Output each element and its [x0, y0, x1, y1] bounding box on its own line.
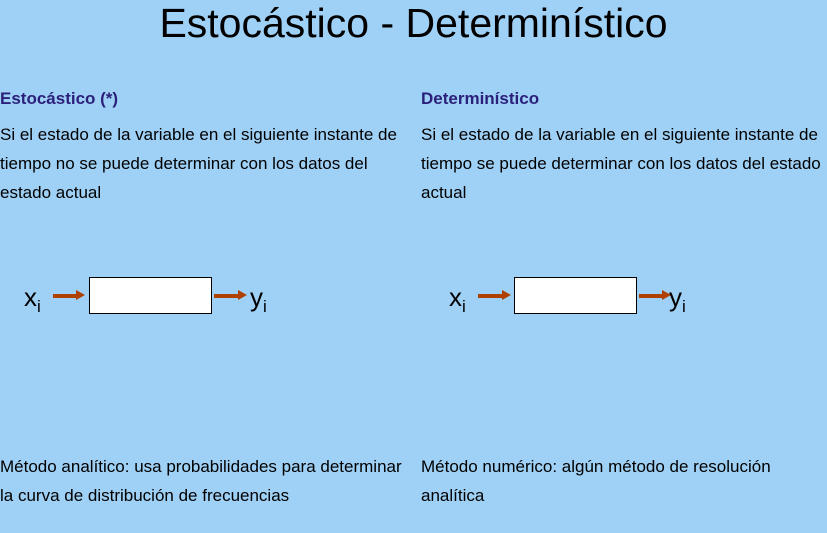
diagram-deterministico — [421, 270, 827, 330]
footnote-estocastico: Método analítico: usa probabilidades para determinar la curva de distribución de frecuencias — [0, 457, 402, 505]
column-deterministico — [421, 88, 827, 207]
diagram-output-subscript-left: i — [263, 297, 267, 317]
diagram-estocastico — [0, 270, 410, 330]
column-heading-estocastico: Estocástico (*) — [0, 89, 119, 108]
arrow-right-icon-left-out — [214, 292, 247, 299]
diagram-input-subscript-right: i — [462, 297, 466, 317]
diagram-output-variable-right: $y_i$ — [669, 282, 686, 317]
process-box-right — [514, 277, 637, 314]
arrow-right-icon-left-in — [53, 292, 85, 299]
column-heading-deterministico: Determinístico — [421, 89, 540, 108]
arrow-right-icon-right-out — [639, 292, 671, 299]
process-box-left — [89, 277, 212, 314]
page-title: Estocástico - Determinístico — [159, 0, 668, 46]
footnote-deterministico: Método numérico: algún método de resolución analítica — [421, 457, 771, 505]
column-estocastico — [0, 88, 410, 207]
column-body-deterministico: Si el estado de la variable en el siguiente instante de tiempo se puede determinar con los datos del estado actual — [421, 125, 821, 202]
diagram-input-subscript-left: i — [37, 297, 41, 317]
diagram-output-subscript-right: i — [682, 297, 686, 317]
diagram-output-variable-left: $y_i$ — [250, 282, 267, 317]
diagram-input-variable-right: $x_i$ — [449, 282, 466, 317]
column-body-estocastico: Si el estado de la variable en el siguiente instante de tiempo no se puede determinar con los datos del estado actual — [0, 125, 397, 202]
arrow-right-icon-right-in — [478, 292, 511, 299]
diagram-input-variable-left: $x_i$ — [24, 282, 41, 317]
